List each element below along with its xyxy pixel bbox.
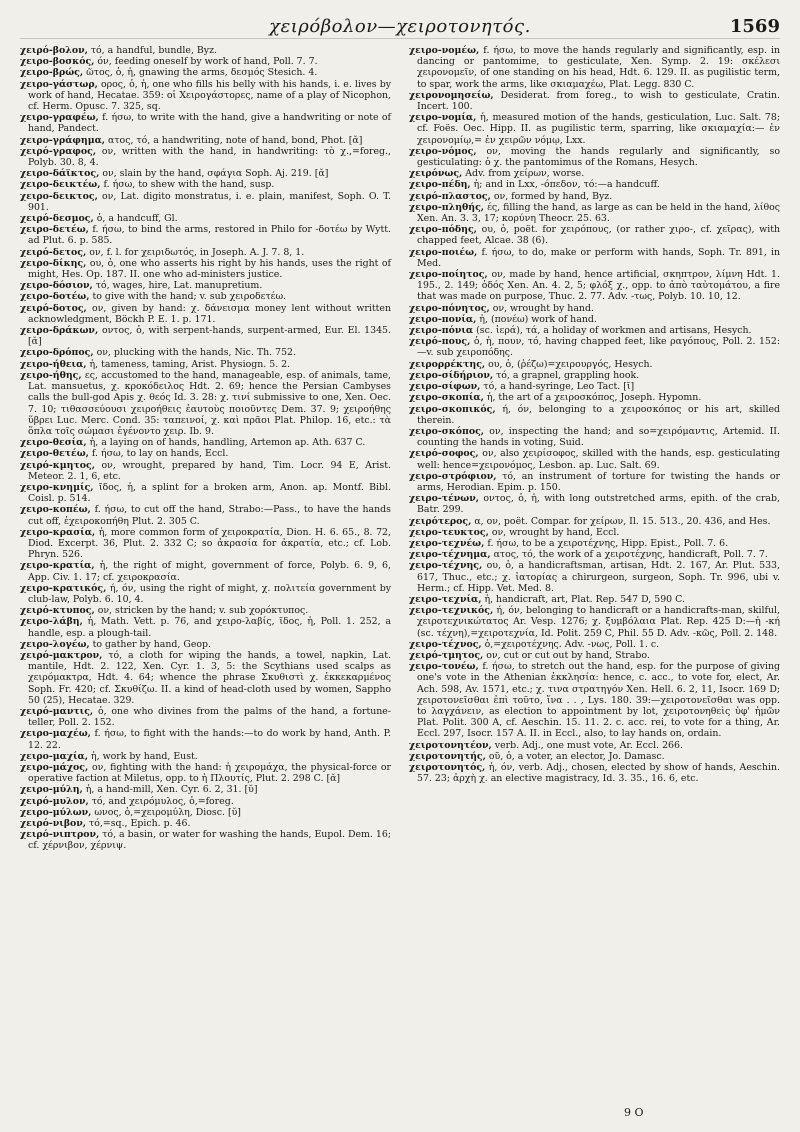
entry-definition: ἡ, a laying on of hands, handling, Artemon ap. Ath. 637 C. xyxy=(86,437,366,449)
entry-definition: ή, όν, belonging to handicraft or a handicrafts-man, skilful, χειροτεχνικώτατος Ar. Vesp. 1276; χ. ξυμβόλαια Plat. Rep. 425 D:—ἡ -κή (sc. τέχνη),=χειροτεχνία, Id. Polit. 259 C, Phil. 55 D. Adv. -κῶς, Poll. 2. 148. xyxy=(417,605,780,639)
entry-definition: ου, ὁ, (ῥέζω)=χειρουργός, Hesych. xyxy=(485,358,653,370)
dictionary-entry xyxy=(409,325,780,336)
entry-headword: χειρο-δάϊκτος, xyxy=(20,168,100,180)
entry-definition: τό, and χειρόμυλος, ὁ,=foreg. xyxy=(88,795,234,807)
dictionary-entry xyxy=(409,527,780,538)
entry-headword: χειρο-βοσκός, xyxy=(20,56,95,68)
dictionary-entry xyxy=(409,448,780,470)
dictionary-entry xyxy=(20,482,391,504)
entry-headword: χειρο-σκοπικός, xyxy=(409,403,496,415)
dictionary-entry xyxy=(20,45,391,56)
entry-definition: f. ήσω, to stretch out the hand, esp. for the purpose of giving one's vote in the Athenian ἐκκλησία: hence, c. acc., to vote for, elect, Ar. Ach. 598, Av. 1571, etc.; χ. τινα στρατηγόν Xen. Hell. 6. 2, 11, Isocr. 169 D; χειροτονεῖσθαι ἐπὶ τοῦτο, ἵνα . . , Lys. 180. 39:—χειροτονεῖσθαι was opp. to λαγχάνειν, as election to appointment by lot, χειροτονηθεὶς ὑφ' ἡμῶν Plat. Polit. 300 A, cf. Aeschin. 15. 11. 2. c. acc. rei, to vote for a thing, Ar. Eccl. 297, Isocr. 157 A. II. in Eccl., also, to lay hands on, ordain. xyxy=(417,661,780,740)
entry-headword: χειρο-τεχνέω, xyxy=(409,537,485,549)
entry-headword: χειρο-θεσία, xyxy=(20,437,87,449)
entry-definition: ἡ, work by hand, Eust. xyxy=(88,750,198,762)
entry-definition: ἡ, measured motion of the hands, gesticulation, Luc. Salt. 78; cf. Foës. Oec. Hipp. II. as pugilistic term, sparring, like σκιαμαχία:— ἐν χειρονομίῳ,= ἐν χειρῶν νόμῳ, Lxx. xyxy=(417,112,780,146)
entry-headword: χειρο-κρασία, xyxy=(20,526,96,538)
entry-definition: (sc. ἱερά), τά, a holiday of workmen and artisans, Hesych. xyxy=(473,325,752,337)
entry-headword: χειρο-βρώς, xyxy=(20,67,84,79)
dictionary-entry xyxy=(409,471,780,493)
entry-headword: χειρο-μάχος, xyxy=(20,762,89,773)
dictionary-entry xyxy=(20,168,391,179)
dictionary-entry xyxy=(409,493,780,515)
entry-headword: χειρο-τέχνης, xyxy=(409,560,483,572)
entry-definition: τό, a basin, or water for washing the hands, Eupol. Dem. 16; cf. χέρνιβον, χέρνιψ. xyxy=(28,829,391,852)
entry-definition: ὁ, ἡ, πουν, τό, having chapped feet, like ραγόπους, Poll. 2. 152:—v. sub χειροπόδης. xyxy=(417,336,780,359)
entry-headword: χειρο-σίδήριον, xyxy=(409,369,494,381)
entry-headword: χειρό-δοτος, xyxy=(20,302,87,314)
entry-definition: ωνος, ὁ,=χειρομύλη, Diosc. [ῠ] xyxy=(91,806,241,818)
dictionary-entry xyxy=(20,728,391,750)
dictionary-entry xyxy=(20,762,391,784)
dictionary-entry xyxy=(20,191,391,213)
dictionary-entry xyxy=(20,135,391,146)
entry-headword: χειρό-νιπτρον, xyxy=(20,829,100,841)
dictionary-entry xyxy=(20,280,391,291)
entry-headword: χειρο-μύλων, xyxy=(20,806,92,818)
entry-headword: χειρο-τένων, xyxy=(409,493,479,505)
dictionary-entry xyxy=(20,291,391,302)
entry-definition: ές, filling the hand, as large as can be held in the hand, λίθος Xen. An. 3. 3, 17; κορύνη Theocr. 25. 63. xyxy=(417,201,780,225)
dictionary-entry xyxy=(409,179,780,190)
dictionary-entry xyxy=(409,404,780,426)
entry-headword: χειρο-κρατία, xyxy=(20,560,95,572)
entry-headword: χειρό-βολον, xyxy=(20,45,88,56)
dictionary-entry xyxy=(409,560,780,594)
entry-headword: χειρο-ήθεια, xyxy=(20,358,87,370)
dictionary-entry xyxy=(20,829,391,851)
entry-definition: ή, όν, using the right of might, χ. πολιτεία government by club-law, Polyb. 6. 10, 4. xyxy=(28,582,391,605)
entry-definition: ή, όν, belonging to a χειροσκόπος or his art, skilled therein. xyxy=(417,403,780,426)
entry-definition: verb. Adj., one must vote, Ar. Eccl. 266. xyxy=(491,739,683,751)
entry-headword: χειρο-λάβη, xyxy=(20,616,83,628)
entry-definition: ον, made by hand, hence artificial, σκηπτρον, λίμνη Hdt. 1. 195., 2. 149; ὁδός Xen. An. 4. 2, 5; φλόξ χ., opp. to ἀπὸ ταὐτομάτου, a fire that was made on purpose, Thuc. 2. 77. Adv. -τως, Polyb. 10. 10, 12. xyxy=(417,269,780,303)
entry-headword: χειρό-πους, xyxy=(409,336,471,348)
entry-headword: χειρο-σκοπία, xyxy=(409,392,484,404)
entry-definition: f. ήσω, to bind the arms, restored in Philo for -δοτέω by Wytt. ad Plut. 6. p. 585. xyxy=(28,224,391,247)
entry-headword: χειρο-δεικτος, xyxy=(20,190,98,202)
entry-definition: ου, ὁ, poët. for χειρόπους, (or rather χιρο-, cf. χεῖρας), with chapped feet, Alcae. 38 (6). xyxy=(417,224,780,247)
entry-headword: χειρο-δοτέω, xyxy=(20,291,90,303)
running-head: χειρόβολον—χειροτονητός. xyxy=(269,15,531,37)
dictionary-entry xyxy=(20,347,391,358)
entry-definition: ον, stricken by the hand; v. sub χορόκτυπος. xyxy=(94,605,309,617)
entry-definition: α, ον, poët. Compar. for χείρων, Il. 15. 513., 20. 436, and Hes. xyxy=(471,515,771,527)
entry-definition: ον, slain by the hand, σφάγια Soph. Aj. 219. [ᾰ] xyxy=(99,168,329,180)
entry-headword: χειρό-κτυπος, xyxy=(20,605,95,617)
entry-definition: ἡ, Math. Vett. p. 76, and χειρο-λαβίς, ῖδος, ἡ, Poll. 1. 252, a handle, esp. a plough-tail. xyxy=(28,616,391,639)
entry-headword: χειρό-δετος, xyxy=(20,246,87,258)
entry-headword: χειρο-τονέω, xyxy=(409,661,479,673)
entry-headword: χειρο-θετέω, xyxy=(20,448,89,460)
dictionary-entry xyxy=(20,370,391,437)
entry-definition: οῦ, ὁ, a voter, an elector, Jo. Damasc. xyxy=(485,750,665,762)
dictionary-entry xyxy=(20,527,391,561)
entry-definition: ον, formed by hand, Byz. xyxy=(490,190,613,202)
entry-definition: ἡ, tameness, taming, Arist. Physiogn. 5. 2. xyxy=(86,358,291,370)
entry-definition: τό, an instrument of torture for twisting the hands or arms, Herodian. Epim. p. 150. xyxy=(417,470,780,493)
entry-headword: χειρο-δετέω, xyxy=(20,224,89,236)
dictionary-entry xyxy=(409,762,780,784)
dictionary-entry xyxy=(409,359,780,370)
entry-definition: ῖδος, ἡ, a splint for a broken arm, Anon. ap. Montf. Bibl. Coisl. p. 514. xyxy=(28,481,391,505)
entry-definition: ον, wrought by hand. xyxy=(489,302,594,314)
entry-headword: χειρο-μαχέω, xyxy=(20,728,91,740)
entry-definition: όν, feeding oneself by work of hand, Poll. 7. 7. xyxy=(94,56,318,68)
entry-headword: χειρότερος, xyxy=(409,515,472,527)
entry-headword: χειρο-πόνια xyxy=(409,325,474,337)
entry-headword: χειρο-γραφέω, xyxy=(20,112,99,124)
dictionary-entry xyxy=(20,448,391,459)
dictionary-entry xyxy=(20,112,391,134)
entry-headword: χειρο-κρατικός, xyxy=(20,582,107,594)
entry-definition: f. ήσω, to shew with the hand, susp. xyxy=(100,179,275,191)
entry-definition: f. ήσω, to lay on hands, Eccl. xyxy=(88,448,229,460)
entry-definition: f. ήσω, to move the hands regularly and significantly, esp. in dancing or pantomime, to gesticulate, Xen. Symp. 2. 19: σκέλεσι χειρονομεῖν, of one standing on his head, Hdt. 6. 129. II. as pugilistic term, to spar, work the arms, like σκιαμαχέω, Plat. Legg. 830 C. xyxy=(417,45,780,90)
entry-headword: χειρο-πόδης, xyxy=(409,224,477,236)
entry-definition: ες, accustomed to the hand, manageable, esp. of animals, tame, Lat. mansuetus, χ. κροκόδειλος Hdt. 2. 69; hence the Persian Cambyses calls the bull-god Apis χ. θεός Id. 3. 28: χ. τινί submissive to one, Xen. Oec. 7. 10; τιθασσεύουσι χειροήθεις ἑαυτοὺς ποιοῦντες Dem. 37. 9; χειροήθης ὕβρει Luc. Merc. Cond. 35: ταπεινοί, χ. καὶ πρᾶοι Plat. Philop. 16, etc.: τὰ ὅπλα τοῖς σώμασι ἐγένοντο χειρ. Ib. 9. xyxy=(28,369,391,437)
entry-definition: ον, given by hand: χ. δάνεισμα money lent without written acknowledgment, Böckh P. E. 1. p. 171. xyxy=(28,302,391,325)
entry-headword: χειρο-δόσιον, xyxy=(20,280,93,292)
dictionary-entry xyxy=(20,796,391,807)
dictionary-entry xyxy=(409,191,780,202)
entry-definition: ἡ, more common form of χειροκρατία, Dion. H. 6. 65., 8. 72, Diod. Excerpt. 36, Plut. 2. 332 C; so ἀκρασία for ἀκρατία, etc.; cf. Lob. Phryn. 526. xyxy=(28,526,391,561)
dictionary-entry xyxy=(409,594,780,605)
dictionary-entry xyxy=(409,202,780,224)
entry-headword: χειρο-μαχία, xyxy=(20,750,89,762)
entry-definition: ἡ, (πονέω) work of hand. xyxy=(476,313,597,325)
entry-definition: τό, a hand-syringe, Leo Tact. [ῑ] xyxy=(480,381,635,393)
entry-definition: τό, a cloth for wiping the hands, a towel, napkin, Lat. mantile, Hdt. 2. 122, Xen. Cyr. 1. 3, 5: the Scythians used scalps as χειρόμακτρα, Hdt. 4. 64; whence the phrase Σκυθιστὶ χ. ἐκκεκαρμένος Soph. Fr. 420; cf. Σκυθίζω. II. a kind of head-cloth used by women, Sappho 50 (25), Hecatae. 329. xyxy=(28,649,391,706)
entry-definition: ἡ, the right of might, government of force, Polyb. 6. 9, 6, App. Civ. 1. 17; cf. χειροκρασία. xyxy=(28,560,391,583)
dictionary-entry xyxy=(20,146,391,168)
dictionary-entry xyxy=(409,751,780,762)
entry-headword: χειρο-νομία, xyxy=(409,112,477,124)
dictionary-entry xyxy=(409,168,780,179)
entry-definition: ον, wrought, prepared by hand, Tim. Locr. 94 E, Arist. Meteor. 2. 1, 6, etc. xyxy=(28,459,391,482)
dictionary-entry xyxy=(20,56,391,67)
entry-headword: χειροτονητέον, xyxy=(409,739,492,751)
entry-definition: f. ήσω, to fight with the hands:—to do work by hand, Anth. P. 12. 22. xyxy=(28,728,391,751)
entry-definition: ορος, ὁ, ἡ, one who fills his belly with his hands, i. e. lives by work of hand, Hecatae. 359: οἱ Χειρογάστορες, name of a play of Nicophon, cf. Herm. Opusc. 7. 325, sq. xyxy=(28,78,391,113)
entry-headword: χειρο-ήθης, xyxy=(20,369,82,381)
entry-definition: f. ήσω, to be a χειροτέχνης, Hipp. Epist., Poll. 7. 6. xyxy=(484,537,729,549)
entry-headword: χειρο-ποίητος, xyxy=(409,269,488,281)
entry-headword: χειρό-μυλον, xyxy=(20,795,89,807)
entry-definition: ον, written with the hand, in handwriting: τὸ χ.,=foreg., Polyb. 30. 8, 4. xyxy=(28,145,391,169)
entry-definition: f. ήσω, to write with the hand, give a handwriting or note of hand, Pandect. xyxy=(28,112,391,135)
entry-definition: ἡ, όν, verb. Adj., chosen, elected by show of hands, Aeschin. 57. 23; ἀρχὴ χ. an elective magistracy, Id. 3. 35., 16. 6, etc. xyxy=(417,762,780,785)
entry-definition: τό, a handful, bundle, Byz. xyxy=(87,45,218,56)
dictionary-entry xyxy=(20,818,391,829)
entry-definition: ὁ,=χειροτέχνης. Adv. -νως, Poll. 1. c. xyxy=(481,638,660,650)
entry-headword: χειρο-δρόπος, xyxy=(20,347,94,359)
dictionary-entry xyxy=(20,325,391,347)
dictionary-entry xyxy=(20,784,391,795)
dictionary-entry xyxy=(409,90,780,112)
dictionary-entry xyxy=(20,560,391,582)
dictionary-entry xyxy=(409,269,780,303)
entry-definition: ον, plucking with the hands, Nic. Th. 752. xyxy=(93,347,296,359)
entry-definition: οντος, ὁ, with serpent-hands, surpent-armed, Eur. El. 1345. [ᾰ] xyxy=(28,325,391,348)
dictionary-entry xyxy=(20,706,391,728)
entry-definition: ον, Lat. digito monstratus, i. e. plain, manifest, Soph. O. T. 901. xyxy=(28,190,391,213)
entry-definition: ὁ, one who divines from the palms of the hand, a fortune-teller, Poll. 2. 152. xyxy=(28,705,391,729)
entry-definition: ου, ὁ, one who asserts his right by his hands, uses the right of might, Hes. Op. 187. II. one who ad-ministers justice. xyxy=(28,257,391,281)
entry-headword: χειρο-στρόφιον, xyxy=(409,470,497,482)
dictionary-entry xyxy=(20,359,391,370)
entry-headword: χειρο-τεχνία, xyxy=(409,593,482,605)
entry-headword: χειρο-πονία, xyxy=(409,313,477,325)
dictionary-entry xyxy=(409,146,780,168)
signature-mark: 9 O xyxy=(624,1106,644,1119)
entry-headword: χειρό-μακτρον, xyxy=(20,649,103,661)
entry-headword: χειρό-γραφος, xyxy=(20,145,97,157)
dictionary-entry xyxy=(409,740,780,751)
entry-definition: ῶτος, ὁ, ἡ, gnawing the arms, δεσμός Stesich. 4. xyxy=(83,67,318,79)
entry-headword: χειρο-δεικτέω, xyxy=(20,179,101,191)
entry-definition: τό, a grapnel, grappling hook. xyxy=(493,369,640,381)
entry-headword: χειρο-σίφων, xyxy=(409,381,481,393)
page-header xyxy=(20,14,780,39)
entry-definition: f. ήσω, to cut off the hand, Strabo:—Pass., to have the hands cut off, ἐχειροκοπήθη Plut. 2. 305 C. xyxy=(28,504,391,527)
dictionary-entry xyxy=(409,516,780,527)
dictionary-entry xyxy=(20,650,391,706)
entry-definition: ἡ, a hand-mill, Xen. Cyr. 6. 2, 31. [ῠ] xyxy=(82,784,258,796)
entry-definition: ατος, τό, the work of a χειροτέχνης, handicraft, Poll. 7. 7. xyxy=(490,549,768,561)
entry-headword: χειρο-μύλη, xyxy=(20,784,83,796)
entry-headword: χειροτονητός, xyxy=(409,762,486,773)
dictionary-entry xyxy=(409,336,780,358)
dictionary-entry xyxy=(409,247,780,269)
dictionary-entry xyxy=(409,224,780,246)
dictionary-entry xyxy=(20,605,391,616)
dictionary-entry xyxy=(20,79,391,113)
dictionary-entry xyxy=(20,437,391,448)
entry-definition: ον, fighting with the hand: ἡ χειρομάχα, the physical-force or operative faction at Miletus, opp. to ἡ Πλουτίς, Plut. 2. 298 C. [ᾰ] xyxy=(28,762,391,785)
dictionary-entry xyxy=(20,179,391,190)
dictionary-entry xyxy=(20,258,391,280)
dictionary-entry xyxy=(20,504,391,526)
dictionary-entry xyxy=(20,807,391,818)
entry-headword: χειροτονητής, xyxy=(409,750,486,762)
entry-headword: χειρο-ποιέω, xyxy=(409,246,478,258)
entry-headword: χειρο-πληθής, xyxy=(409,201,485,213)
columns xyxy=(20,45,780,852)
dictionary-entry xyxy=(20,460,391,482)
entry-headword: χειρο-δίκης, xyxy=(20,257,87,269)
entry-definition: ἡ; and in Lxx, -όπεδον, τό:—a handcuff. xyxy=(470,179,660,191)
entry-headword: χειρο-κοπέω, xyxy=(20,504,91,516)
entry-headword: χειρο-πέδη, xyxy=(409,179,471,191)
page-number: 1569 xyxy=(729,15,780,37)
entry-definition: οντος, ὁ, ἡ, with long outstretched arms, epith. of the crab, Batr. 299. xyxy=(417,493,780,516)
entry-headword: χειρό-κμητος, xyxy=(20,459,96,471)
entry-headword: χειρο-δράκων, xyxy=(20,325,99,337)
entry-headword: χειρο-γάστωρ, xyxy=(20,78,98,90)
entry-definition: ον, inspecting the hand; and so=χειρόμαντις, Artemid. II. counting the hands in voting, Suid. xyxy=(417,425,780,449)
entry-headword: χειρό-νιβον, xyxy=(20,818,87,830)
entry-definition: ὁ, a handcuff, Gl. xyxy=(93,213,178,225)
dictionary-entry xyxy=(20,303,391,325)
entry-definition: ἡ, handicraft, art, Plat. Rep. 547 D, 590 C. xyxy=(481,593,685,605)
entry-definition: Adv. from χείρων, worse. xyxy=(462,168,585,180)
entry-definition: ἡ, the art of a χειροσκόπος, Joseph. Hypomn. xyxy=(483,392,702,404)
entry-headword: χειρό-τμητος, xyxy=(409,649,484,661)
entry-definition: ον, f. l. for χειριδωτός, in Joseph. A. J. 7. 8, 1. xyxy=(86,246,305,258)
dictionary-entry xyxy=(20,616,391,638)
entry-headword: χειρό-μαντις, xyxy=(20,705,94,717)
dictionary-entry xyxy=(409,314,780,325)
entry-definition: f. ήσω, to do, make or perform with hands, Soph. Tr. 891, in Med. xyxy=(417,246,780,269)
entry-headword: χειρο-γράφημα, xyxy=(20,134,106,146)
entry-headword: χειρό-σοφος, xyxy=(409,448,479,460)
dictionary-entry xyxy=(20,224,391,246)
entry-definition: τό, wages, hire, Lat. manupretium. xyxy=(92,280,263,292)
dictionary-entry xyxy=(20,751,391,762)
entry-definition: τό,=sq., Epich. p. 46. xyxy=(86,818,191,830)
entry-headword: χειρο-νόμος, xyxy=(409,145,477,157)
dictionary-entry xyxy=(409,370,780,381)
entry-headword: χειρονομησείω, xyxy=(409,89,494,101)
dictionary-entry xyxy=(409,381,780,392)
dictionary-entry xyxy=(409,605,780,639)
entry-headword: χειρο-τέχνος, xyxy=(409,638,482,650)
entry-headword: χειρο-λογέω, xyxy=(20,638,90,650)
dictionary-entry xyxy=(409,112,780,146)
entry-definition: to gather by hand, Geop. xyxy=(89,638,212,650)
entry-headword: χειρο-νομέω, xyxy=(409,45,480,56)
entry-headword: χειρο-πόνητος, xyxy=(409,302,490,314)
entry-definition: ον, wrought by hand, Eccl. xyxy=(488,526,620,538)
entry-definition: ον, cut or cut out by hand, Strabo. xyxy=(483,649,650,661)
entry-definition: to give with the hand; v. sub χειροδετέω. xyxy=(89,291,287,303)
dictionary-entry xyxy=(409,661,780,739)
dictionary-entry xyxy=(409,426,780,448)
entry-headword: χειρόνως, xyxy=(409,168,463,180)
entry-headword: χειρο-τέχνημα, xyxy=(409,549,491,561)
entry-headword: χειρο-τεχνικός, xyxy=(409,605,494,617)
dictionary-entry xyxy=(20,583,391,605)
dictionary-entry xyxy=(20,247,391,258)
dictionary-entry xyxy=(409,538,780,549)
entry-headword: χειρο-σκόπος, xyxy=(409,425,485,437)
entry-definition: ου, ὁ, a handicraftsman, artisan, Hdt. 2. 167, Ar. Plut. 533, 617, Thuc., etc.; χ. ἰατορίας a chirurgeon, surgeon, Soph. Tr. 996, ubi v. Herm.; cf. Hipp. Vet. Med. 8. xyxy=(417,560,780,594)
right-column xyxy=(409,45,780,852)
dictionary-entry xyxy=(20,213,391,224)
entry-headword: χειρο-κνημίς, xyxy=(20,481,94,493)
dictionary-entry xyxy=(409,549,780,560)
entry-headword: χειρό-πλαστος, xyxy=(409,190,491,202)
entry-definition: ον, also χειρίσοφος, skilled with the hands, esp. gesticulating well: hence=χειρονόμος, Lesbon. ap. Luc. Salt. 69. xyxy=(417,448,780,471)
entry-headword: χειρό-δεσμος, xyxy=(20,213,94,225)
entry-headword: χειρο-τευκτος, xyxy=(409,526,489,538)
entry-definition: Desiderat. from foreg., to wish to gesticulate, Cratin. Incert. 100. xyxy=(417,89,780,113)
dictionary-entry xyxy=(409,639,780,650)
entry-headword: χειρορρέκτης, xyxy=(409,358,486,370)
dictionary-entry xyxy=(409,303,780,314)
left-column xyxy=(20,45,391,852)
dictionary-entry xyxy=(409,650,780,661)
dictionary-entry xyxy=(409,392,780,403)
entry-definition: ον, moving the hands regularly and significantly, so gesticulating: ὁ χ. the pantomimus of the Romans, Hesych. xyxy=(417,145,780,169)
dictionary-entry xyxy=(20,67,391,78)
dictionary-entry xyxy=(20,639,391,650)
dictionary-entry xyxy=(409,45,780,90)
entry-definition: ατος, τό, a handwriting, note of hand, bond, Phot. [ᾰ] xyxy=(105,134,363,146)
